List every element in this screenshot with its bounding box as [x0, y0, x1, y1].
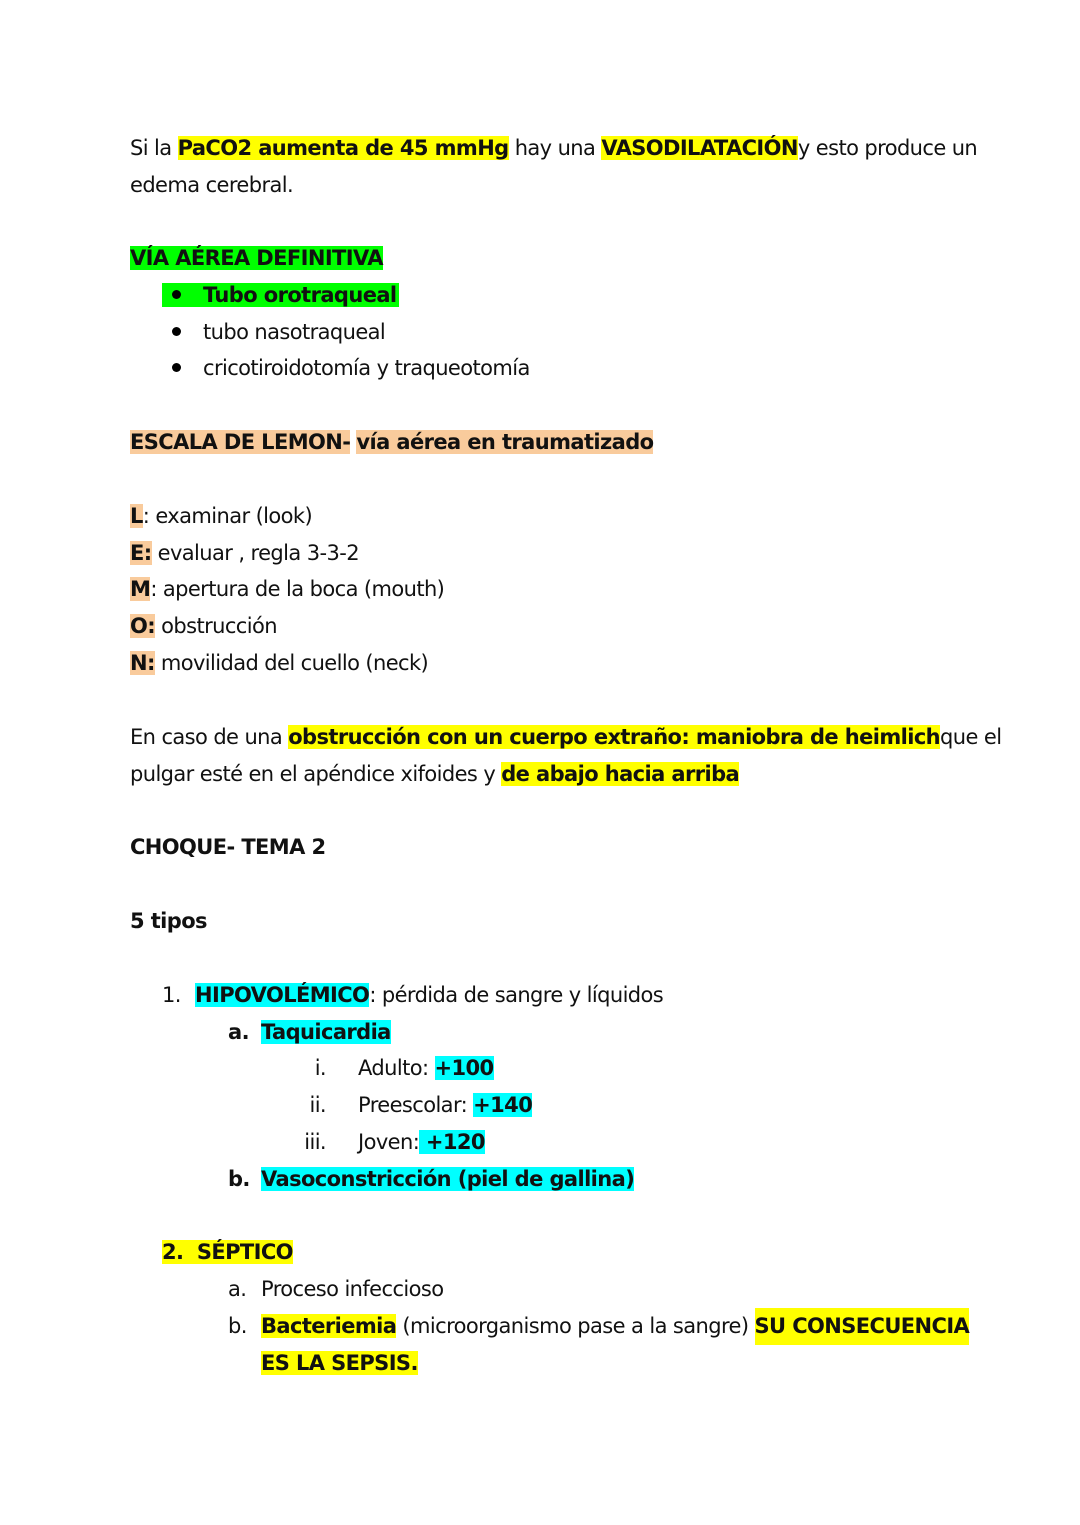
lemon-heading — [130, 424, 653, 461]
label: Adulto: — [358, 1056, 429, 1080]
lemon-letter: E: — [130, 541, 152, 565]
list-marker: a. — [228, 1277, 247, 1301]
text: En caso de una — [130, 725, 289, 749]
text: y esto produce un — [797, 136, 978, 160]
text: pulgar esté en el apéndice xifoides y — [130, 762, 502, 786]
label: Preescolar: — [358, 1093, 468, 1117]
paco2-paragraph-line1 — [130, 130, 978, 167]
via-aerea-heading — [130, 240, 383, 277]
highlight-value: +140 — [473, 1093, 533, 1117]
sub-item — [228, 1271, 443, 1308]
list-marker: b. — [228, 1314, 247, 1338]
heading-text: ESCALA DE LEMON- — [130, 430, 351, 454]
highlight-value: +120 — [419, 1130, 485, 1154]
list-marker: ii. — [309, 1093, 326, 1117]
highlight-text: Vasoconstricción (piel de gallina) — [261, 1167, 635, 1191]
highlight-type-name: HIPOVOLÉMICO — [195, 983, 370, 1007]
text: hay una — [508, 136, 602, 160]
list-marker: i. — [314, 1056, 326, 1080]
text: : examinar (look) — [142, 504, 313, 528]
type-name: SÉPTICO — [196, 1240, 293, 1264]
sub-sub-item — [280, 1124, 485, 1161]
item-text: Tubo orotraqueal — [203, 283, 397, 307]
paco2-paragraph-line2: edema cerebral. — [130, 173, 294, 197]
item-text: tubo nasotraqueal — [203, 320, 386, 344]
highlight-value: +100 — [434, 1056, 494, 1080]
choque-heading: CHOQUE- TEMA 2 — [130, 835, 326, 859]
text: que el — [940, 725, 1002, 749]
lemon-item — [130, 535, 359, 572]
heading-subtext: vía aérea en traumatizado — [356, 430, 654, 454]
sub-item-continuation — [261, 1345, 418, 1382]
sub-item — [228, 1161, 634, 1198]
choque-type-item — [162, 1234, 293, 1271]
list-item — [162, 314, 385, 351]
list-marker: a. — [228, 1020, 249, 1044]
lemon-item — [130, 645, 428, 682]
heading-text: VÍA AÉREA DEFINITIVA — [130, 246, 383, 270]
highlight-heimlich: obstrucción con un cuerpo extraño: maniobra de heimlich — [288, 725, 941, 749]
heimlich-line1 — [130, 719, 1002, 756]
bullet-icon — [172, 327, 181, 336]
text: movilidad del cuello (neck) — [154, 651, 429, 675]
text: obstrucción — [155, 614, 277, 638]
lemon-letter: N: — [130, 651, 155, 675]
lemon-letter: O: — [130, 614, 156, 638]
text: evaluar , regla 3-3-2 — [151, 541, 359, 565]
lemon-letter: L — [130, 504, 143, 528]
item-text: cricotiroidotomía y traqueotomía — [203, 356, 530, 380]
lemon-letter: M — [130, 577, 151, 601]
lemon-item — [130, 608, 277, 645]
sub-sub-item — [280, 1050, 494, 1087]
text: : apertura de la boca (mouth) — [150, 577, 445, 601]
text: Si la — [130, 136, 178, 160]
list-number: 1. — [162, 983, 181, 1007]
bullet-icon — [172, 363, 181, 372]
label: Joven: — [358, 1130, 420, 1154]
highlight-sepsis: ES LA SEPSIS. — [261, 1351, 418, 1375]
choque-type-item — [162, 977, 663, 1014]
list-marker: b. — [228, 1167, 250, 1191]
text: (microorganismo pase a la sangre) — [396, 1314, 755, 1338]
sub-item — [228, 1014, 391, 1051]
highlight-paco2: PaCO2 aumenta de 45 mmHg — [177, 136, 509, 160]
highlight-vasodilatacion: VASODILATACIÓN — [601, 136, 798, 160]
bullet-icon — [172, 290, 181, 299]
highlight-consecuencia: SU CONSECUENCIA — [755, 1308, 970, 1345]
list-item — [162, 277, 399, 314]
text: : pérdida de sangre y líquidos — [369, 983, 664, 1007]
list-marker: iii. — [304, 1130, 326, 1154]
highlight-direction: de abajo hacia arriba — [501, 762, 740, 786]
choque-subheading: 5 tipos — [130, 909, 207, 933]
list-number: 2. — [162, 1240, 184, 1264]
list-item — [162, 350, 530, 387]
lemon-item — [130, 571, 444, 608]
highlight-bacteriemia: Bacteriemia — [261, 1314, 397, 1338]
sub-sub-item — [280, 1087, 532, 1124]
heimlich-line2 — [130, 756, 739, 793]
highlight-text: Taquicardia — [261, 1020, 391, 1044]
sub-item — [228, 1308, 970, 1345]
lemon-item — [130, 498, 312, 535]
text: Proceso infeccioso — [261, 1277, 444, 1301]
